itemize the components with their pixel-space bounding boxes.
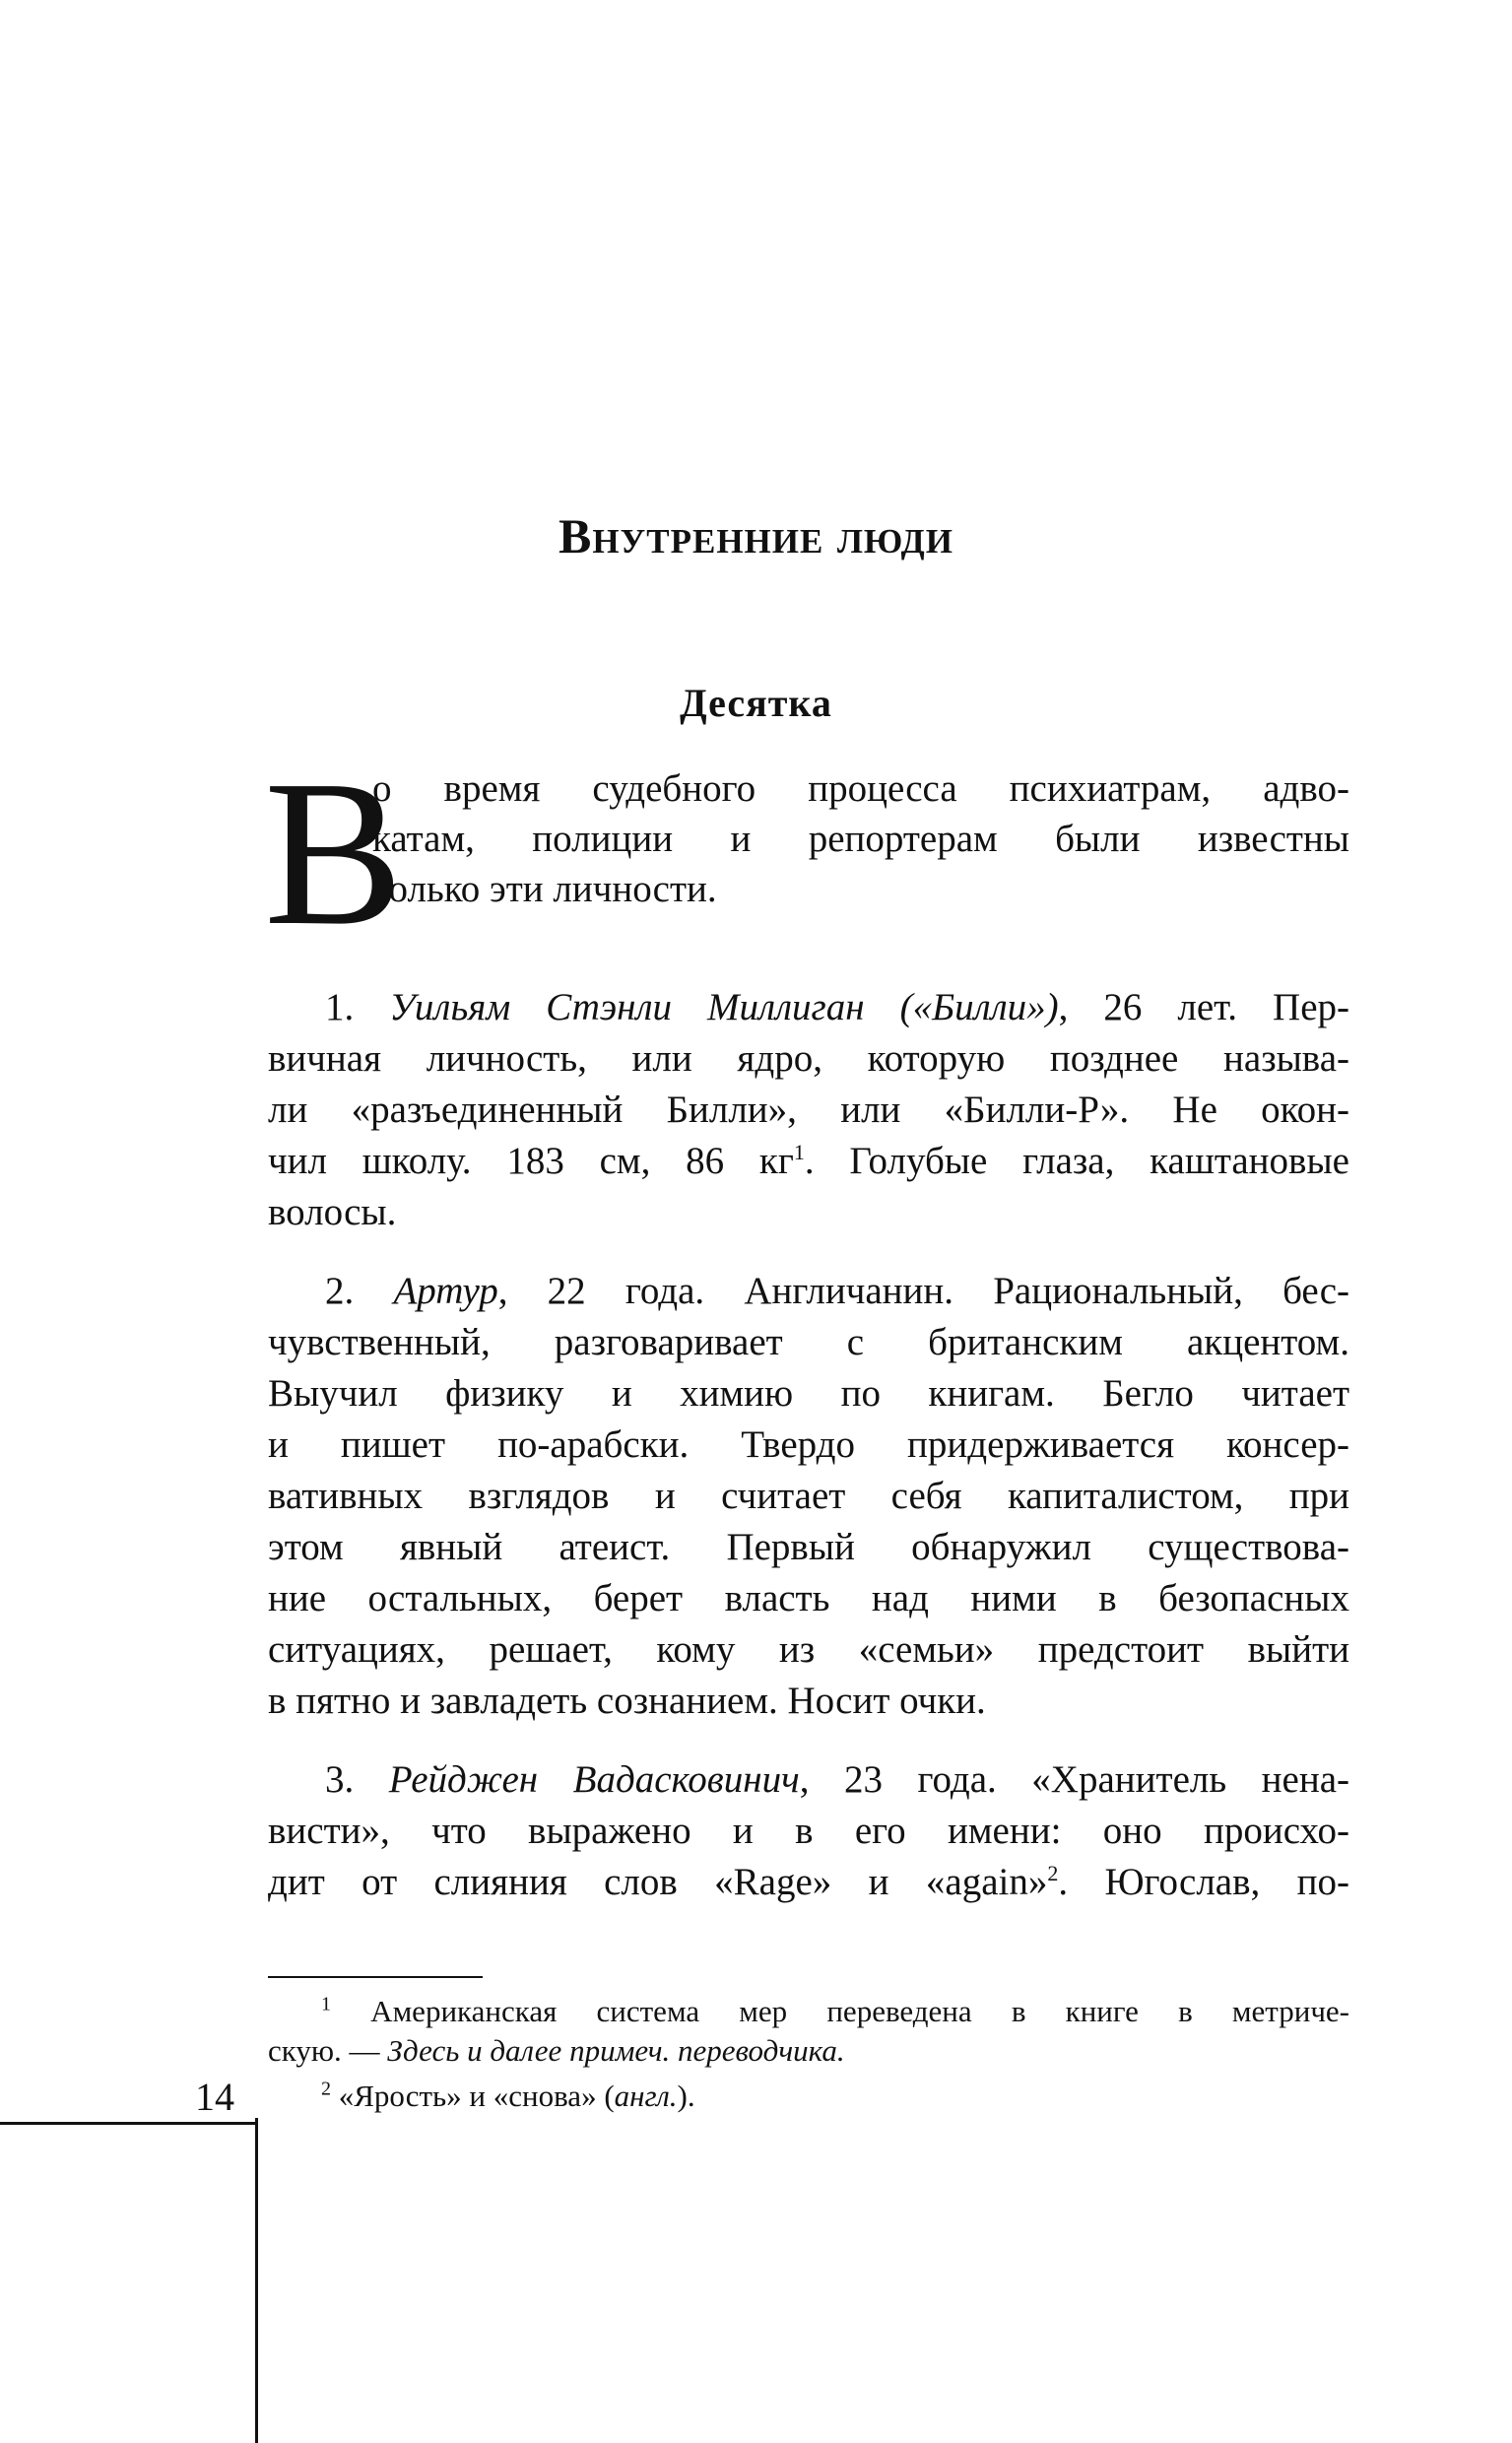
item-2-line: этом явный атеист. Первый обнаружил существова- bbox=[268, 1526, 1349, 1568]
footnote-ref: 2 bbox=[1047, 1861, 1059, 1885]
item-2-line: в пятно и завладеть сознанием. Носит очки. bbox=[268, 1680, 986, 1722]
footnote-rule bbox=[268, 1976, 483, 1978]
drop-cap: В bbox=[264, 737, 404, 968]
item-number: 2. bbox=[325, 1270, 394, 1312]
footnote-text: скую. — bbox=[268, 2033, 388, 2068]
item-2-line: ситуациях, решает, кому из «семьи» предстоит выйти bbox=[268, 1628, 1349, 1671]
intro-line: о время судебного процесса психиатрам, адво- bbox=[372, 767, 1349, 810]
footnote-text: Американская система мер переведена в книге в метриче- bbox=[331, 1994, 1349, 2028]
footnote-mark: 1 bbox=[321, 1993, 331, 2015]
item-2-line: Выучил физику и химию по книгам. Бегло читает bbox=[268, 1372, 1349, 1415]
line-text: , 23 года. «Хранитель нена- bbox=[799, 1758, 1350, 1801]
footnote-text: «Ярость» и «снова» ( bbox=[331, 2079, 615, 2113]
footnote-1 bbox=[268, 1994, 1349, 2029]
item-2-line: чувственный, разговаривает с британским акцентом. bbox=[268, 1321, 1349, 1363]
item-1-line bbox=[268, 985, 1349, 1029]
item-1-line: волосы. bbox=[268, 1191, 397, 1233]
personality-name: Артур bbox=[393, 1270, 498, 1312]
item-1-line bbox=[268, 1139, 1349, 1183]
item-number: 3. bbox=[325, 1758, 389, 1801]
footnote-1-cont bbox=[268, 2033, 1349, 2069]
margin-rule-vertical bbox=[255, 2118, 258, 2443]
line-text: . Голубые глаза, каштановые bbox=[804, 1140, 1349, 1182]
item-1-line: ли «разъединенный Билли», или «Билли-Р». Не окон- bbox=[268, 1089, 1349, 1131]
section-title: Десятка bbox=[680, 681, 832, 725]
footnote-mark: 2 bbox=[321, 2078, 331, 2100]
line-text: . Югослав, по- bbox=[1058, 1861, 1349, 1903]
margin-rule-horizontal bbox=[0, 2122, 255, 2125]
line-text: чил школу. 183 см, 86 кг bbox=[268, 1140, 794, 1182]
footnote-ref: 1 bbox=[793, 1140, 805, 1164]
item-3-line: висти», что выражено и в его имени: оно происхо- bbox=[268, 1810, 1349, 1852]
item-2-line: ние остальных, берет власть над ними в безопасных bbox=[268, 1577, 1349, 1619]
page-number: 14 bbox=[195, 2075, 234, 2119]
item-number: 1. bbox=[325, 986, 390, 1028]
item-3-line bbox=[268, 1757, 1349, 1802]
line-text: дит от слияния слов «Rage» и «again» bbox=[268, 1861, 1048, 1903]
line-text: , 22 года. Англичанин. Рациональный, бес- bbox=[497, 1270, 1350, 1312]
footnote-italic: Здесь и далее примеч. переводчика. bbox=[387, 2033, 845, 2068]
footnote-italic: англ. bbox=[614, 2079, 678, 2113]
item-2-line: и пишет по-арабски. Твердо придерживается консер- bbox=[268, 1423, 1349, 1466]
item-2-line bbox=[268, 1269, 1349, 1313]
personality-name: Уильям Стэнли Миллиган («Билли») bbox=[389, 986, 1059, 1028]
personality-name: Рейджен Вадасковинич bbox=[388, 1758, 800, 1801]
line-text: , 26 лет. Пер- bbox=[1058, 986, 1349, 1028]
intro-line: только эти личности. bbox=[372, 868, 717, 910]
item-2-line: вативных взглядов и считает себя капиталистом, при bbox=[268, 1475, 1349, 1517]
item-3-line bbox=[268, 1860, 1349, 1904]
item-1-line: вичная личность, или ядро, которую позднее называ- bbox=[268, 1037, 1349, 1080]
footnote-text: ). bbox=[677, 2079, 695, 2113]
chapter-title: Внутренние люди bbox=[558, 508, 953, 563]
footnote-2 bbox=[268, 2079, 1349, 2114]
intro-line: катам, полиции и репортерам были известны bbox=[372, 818, 1349, 860]
